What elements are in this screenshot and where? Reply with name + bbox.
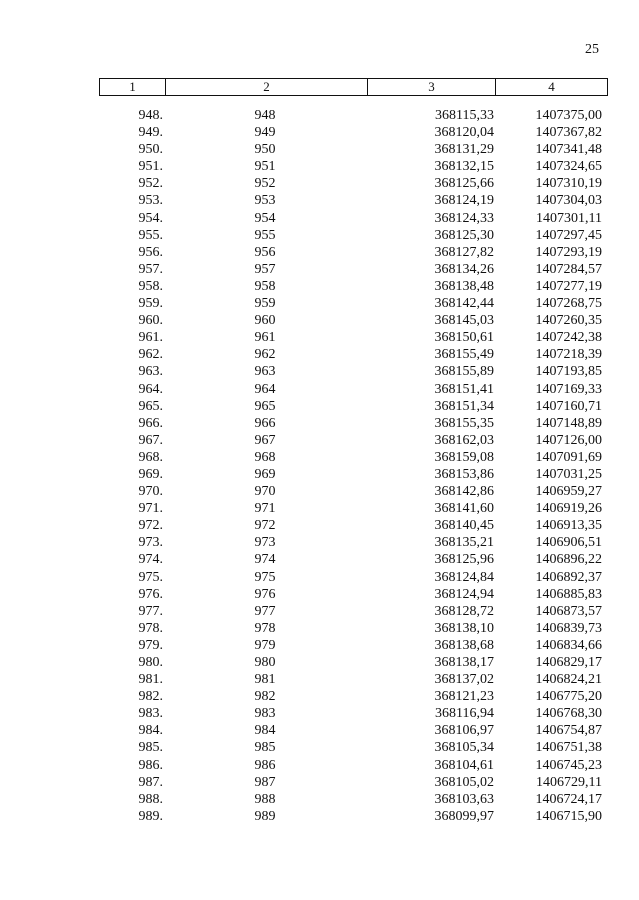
coordinate-y: 1407284,57 <box>535 261 602 277</box>
coordinate-y: 1407260,35 <box>535 313 602 329</box>
table-row <box>99 534 607 551</box>
table-row <box>99 415 607 432</box>
table-row <box>99 517 607 534</box>
row-number: 951. <box>138 159 163 175</box>
point-id: 958 <box>254 278 276 294</box>
table-row <box>99 620 607 637</box>
row-number: 956. <box>138 244 163 260</box>
row-number: 965. <box>138 398 163 414</box>
point-id: 989 <box>254 808 276 824</box>
coordinate-y: 1406892,37 <box>535 569 602 585</box>
coordinate-y: 1407126,00 <box>535 432 602 448</box>
coordinate-y: 1406729,11 <box>536 774 602 790</box>
row-number: 958. <box>138 278 163 294</box>
row-number: 984. <box>138 723 163 739</box>
point-id: 978 <box>254 620 276 636</box>
point-id: 975 <box>254 569 276 585</box>
table-row <box>99 739 607 756</box>
point-id: 967 <box>254 432 276 448</box>
point-id: 973 <box>254 535 276 551</box>
table-row <box>99 158 607 175</box>
coordinate-x: 368124,94 <box>434 586 494 602</box>
coordinate-x: 368138,48 <box>434 278 494 294</box>
page-number: 25 <box>585 42 599 57</box>
table-row <box>99 346 607 363</box>
coordinate-x: 368106,97 <box>434 723 494 739</box>
coordinate-y: 1407169,33 <box>535 381 602 397</box>
table-row <box>99 808 607 825</box>
point-id: 968 <box>254 449 276 465</box>
point-id: 956 <box>254 244 276 260</box>
table-header <box>99 78 608 96</box>
point-id: 954 <box>254 210 276 226</box>
row-number: 953. <box>138 193 163 209</box>
point-id: 970 <box>254 484 276 500</box>
coordinate-y: 1407091,69 <box>535 449 602 465</box>
coordinate-y: 1407324,65 <box>535 159 602 175</box>
row-number: 968. <box>138 449 163 465</box>
coordinate-x: 368120,04 <box>434 125 494 141</box>
table-row <box>99 329 607 346</box>
point-id: 957 <box>254 261 276 277</box>
point-id: 987 <box>254 774 276 790</box>
row-number: 976. <box>138 586 163 602</box>
point-id: 984 <box>254 723 276 739</box>
table-row <box>99 791 607 808</box>
row-number: 960. <box>138 313 163 329</box>
coordinate-y: 1407297,45 <box>535 227 602 243</box>
coordinate-x: 368155,35 <box>434 415 494 431</box>
coordinate-x: 368138,17 <box>434 655 494 670</box>
row-number: 961. <box>138 330 163 346</box>
point-id: 952 <box>254 176 276 192</box>
coordinate-y: 1406906,51 <box>535 535 602 551</box>
coordinate-y: 1407242,38 <box>535 330 602 346</box>
coordinate-x: 368131,29 <box>434 142 494 158</box>
coordinate-y: 1406829,17 <box>535 655 602 670</box>
table-row <box>99 107 607 124</box>
coordinate-x: 368125,30 <box>434 227 494 243</box>
coordinate-y: 1407341,48 <box>535 142 602 158</box>
coordinate-y: 1407367,82 <box>535 125 602 141</box>
coordinate-x: 368159,08 <box>434 449 494 465</box>
row-number: 983. <box>138 706 163 722</box>
table-row <box>99 637 607 654</box>
coordinate-y: 1406754,87 <box>535 723 602 739</box>
table-row <box>99 295 607 312</box>
point-id: 948 <box>254 108 276 123</box>
point-id: 966 <box>254 415 276 431</box>
coordinate-x: 368124,84 <box>434 569 494 585</box>
row-number: 950. <box>138 142 163 158</box>
coordinate-y: 1406873,57 <box>535 603 602 619</box>
table-row <box>99 278 607 295</box>
point-id: 950 <box>254 142 276 158</box>
row-number: 986. <box>138 757 163 773</box>
coordinate-y: 1406751,38 <box>535 740 602 756</box>
point-id: 961 <box>254 330 276 346</box>
row-number: 955. <box>138 227 163 243</box>
coordinate-x: 368145,03 <box>434 313 494 329</box>
coordinate-x: 368138,10 <box>434 620 494 636</box>
coordinate-y: 1407148,89 <box>535 415 602 431</box>
coordinate-x: 368125,66 <box>434 176 494 192</box>
coordinate-x: 368134,26 <box>434 261 494 277</box>
coordinate-x: 368124,33 <box>434 210 494 226</box>
point-id: 959 <box>254 296 276 312</box>
row-number: 973. <box>138 535 163 551</box>
coordinate-y: 1407218,39 <box>535 347 602 363</box>
coordinate-x: 368153,86 <box>434 466 494 482</box>
table-row <box>99 671 607 688</box>
coordinate-y: 1406724,17 <box>535 791 602 807</box>
coordinate-x: 368115,33 <box>435 108 494 123</box>
table-row <box>99 705 607 722</box>
row-number: 948. <box>138 108 163 123</box>
coordinate-x: 368150,61 <box>434 330 494 346</box>
coordinate-x: 368103,63 <box>434 791 494 807</box>
coordinate-x: 368142,44 <box>434 296 494 312</box>
row-number: 954. <box>138 210 163 226</box>
row-number: 977. <box>138 603 163 619</box>
table-row <box>99 449 607 466</box>
row-number: 967. <box>138 432 163 448</box>
point-id: 963 <box>254 364 276 380</box>
point-id: 976 <box>254 586 276 602</box>
coordinate-x: 368151,34 <box>434 398 494 414</box>
row-number: 966. <box>138 415 163 431</box>
point-id: 988 <box>254 791 276 807</box>
point-id: 982 <box>254 689 276 705</box>
row-number: 962. <box>138 347 163 363</box>
row-number: 985. <box>138 740 163 756</box>
row-number: 963. <box>138 364 163 380</box>
point-id: 985 <box>254 740 276 756</box>
coordinate-y: 1406896,22 <box>535 552 602 568</box>
coordinate-y: 1407375,00 <box>535 108 602 123</box>
table-row <box>99 398 607 415</box>
table-row <box>99 124 607 141</box>
point-id: 962 <box>254 347 276 363</box>
point-id: 986 <box>254 757 276 773</box>
row-number: 974. <box>138 552 163 568</box>
table-row <box>99 141 607 158</box>
row-number: 989. <box>138 808 163 824</box>
coordinate-x: 368141,60 <box>434 501 494 517</box>
coordinate-y: 1406768,30 <box>535 706 602 722</box>
coordinate-table-body <box>99 107 607 825</box>
coordinate-x: 368155,49 <box>434 347 494 363</box>
row-number: 981. <box>138 672 163 688</box>
table-row <box>99 757 607 774</box>
row-number: 979. <box>138 637 163 653</box>
coordinate-y: 1407193,85 <box>535 364 602 380</box>
coordinate-y: 1406824,21 <box>535 672 602 688</box>
header-cell-4: 4 <box>496 79 608 96</box>
coordinate-x: 368116,94 <box>435 706 494 722</box>
point-id: 977 <box>254 603 276 619</box>
point-id: 972 <box>254 518 276 534</box>
coordinate-x: 368128,72 <box>434 603 494 619</box>
coordinate-x: 368155,89 <box>434 364 494 380</box>
point-id: 964 <box>254 381 276 397</box>
table-row <box>99 244 607 261</box>
coordinate-y: 1406959,27 <box>535 484 602 500</box>
coordinate-y: 1407268,75 <box>535 296 602 312</box>
table-row <box>99 654 607 671</box>
header-cell-3: 3 <box>368 79 496 96</box>
coordinate-y: 1406885,83 <box>535 586 602 602</box>
header-cell-1: 1 <box>100 79 166 96</box>
table-row <box>99 210 607 227</box>
row-number: 964. <box>138 381 163 397</box>
coordinate-y: 1406745,23 <box>535 757 602 773</box>
table-row <box>99 175 607 192</box>
point-id: 969 <box>254 466 276 482</box>
coordinate-x: 368105,02 <box>434 774 494 790</box>
coordinate-y: 1406775,20 <box>535 689 602 705</box>
coordinate-y: 1406839,73 <box>535 620 602 636</box>
row-number: 957. <box>138 261 163 277</box>
coordinate-y: 1407293,19 <box>535 244 602 260</box>
table-row <box>99 312 607 329</box>
point-id: 979 <box>254 637 276 653</box>
coordinate-y: 1407277,19 <box>535 278 602 294</box>
table-row <box>99 381 607 398</box>
coordinate-x: 368121,23 <box>434 689 494 705</box>
point-id: 971 <box>254 501 276 517</box>
coordinate-x: 368125,96 <box>434 552 494 568</box>
table-row <box>99 192 607 209</box>
table-row <box>99 551 607 568</box>
point-id: 974 <box>254 552 276 568</box>
header-row <box>100 79 608 96</box>
table-row <box>99 500 607 517</box>
table-row <box>99 483 607 500</box>
point-id: 949 <box>254 125 276 141</box>
header-cell-2: 2 <box>166 79 368 96</box>
coordinate-x: 368151,41 <box>434 381 494 397</box>
table-row <box>99 722 607 739</box>
point-id: 960 <box>254 313 276 329</box>
table-row <box>99 432 607 449</box>
coordinate-y: 1407301,11 <box>536 210 602 226</box>
coordinate-x: 368105,34 <box>434 740 494 756</box>
coordinate-x: 368104,61 <box>434 757 494 773</box>
coordinate-y: 1407031,25 <box>535 466 602 482</box>
coordinate-x: 368132,15 <box>434 159 494 175</box>
point-id: 980 <box>254 655 276 670</box>
point-id: 951 <box>254 159 276 175</box>
coordinate-x: 368135,21 <box>434 535 494 551</box>
row-number: 952. <box>138 176 163 192</box>
coordinate-x: 368127,82 <box>434 244 494 260</box>
coordinate-y: 1406919,26 <box>535 501 602 517</box>
row-number: 972. <box>138 518 163 534</box>
point-id: 953 <box>254 193 276 209</box>
coordinate-y: 1407160,71 <box>535 398 602 414</box>
row-number: 970. <box>138 484 163 500</box>
row-number: 959. <box>138 296 163 312</box>
table-row <box>99 261 607 278</box>
coordinate-x: 368142,86 <box>434 484 494 500</box>
point-id: 965 <box>254 398 276 414</box>
point-id: 981 <box>254 672 276 688</box>
coordinate-x: 368162,03 <box>434 432 494 448</box>
row-number: 980. <box>138 655 163 670</box>
coordinate-y: 1406913,35 <box>535 518 602 534</box>
point-id: 983 <box>254 706 276 722</box>
table-row <box>99 466 607 483</box>
table-row <box>99 363 607 380</box>
table-row <box>99 227 607 244</box>
coordinate-x: 368099,97 <box>434 808 494 824</box>
coordinate-x: 368124,19 <box>434 193 494 209</box>
coordinate-y: 1407304,03 <box>535 193 602 209</box>
coordinate-y: 1406834,66 <box>535 637 602 653</box>
row-number: 988. <box>138 791 163 807</box>
table-row <box>99 688 607 705</box>
coordinate-x: 368140,45 <box>434 518 494 534</box>
row-number: 978. <box>138 620 163 636</box>
table-row <box>99 603 607 620</box>
row-number: 975. <box>138 569 163 585</box>
coordinate-y: 1406715,90 <box>535 808 602 824</box>
coordinate-x: 368137,02 <box>434 672 494 688</box>
table-row <box>99 586 607 603</box>
table-row <box>99 569 607 586</box>
row-number: 982. <box>138 689 163 705</box>
row-number: 971. <box>138 501 163 517</box>
row-number: 987. <box>138 774 163 790</box>
row-number: 969. <box>138 466 163 482</box>
point-id: 955 <box>254 227 276 243</box>
coordinate-x: 368138,68 <box>434 637 494 653</box>
table-row <box>99 774 607 791</box>
row-number: 949. <box>138 125 163 141</box>
coordinate-y: 1407310,19 <box>535 176 602 192</box>
